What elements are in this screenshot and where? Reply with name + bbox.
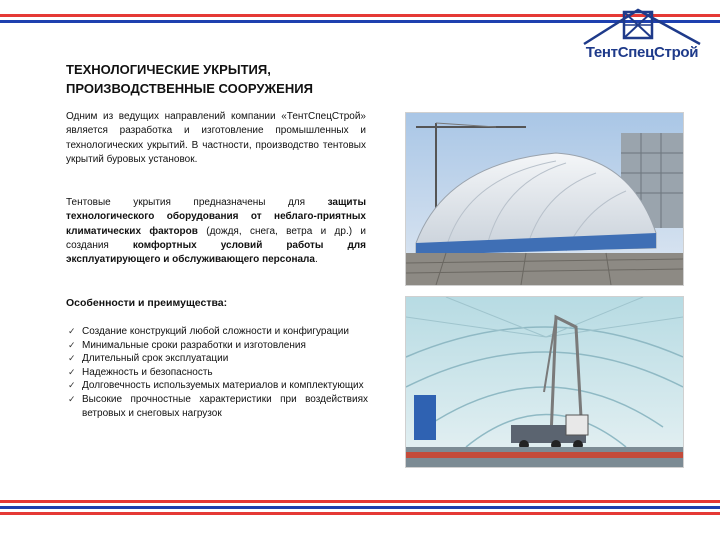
list-item: ✓ Длительный срок эксплуатации	[68, 353, 229, 365]
purpose-paragraph	[66, 196, 366, 267]
features-heading: Особенности и преимущества:	[66, 297, 228, 309]
checkmark-icon: ✓	[68, 380, 76, 391]
checkmark-icon: ✓	[68, 353, 76, 364]
list-item: ✓ Долговечность используемых материалов и комплектующих	[68, 380, 364, 392]
logo-text: ТентСпецСтрой	[585, 44, 699, 61]
title-line-2: ПРОИЗВОДСТВЕННЫЕ СООРУЖЕНИЯ	[66, 81, 313, 96]
list-item: ✓ Надежность и безопасность	[68, 366, 213, 378]
purpose-text-1: Тентовые укрытия предназначены для	[66, 197, 328, 208]
list-item: ✓ Создание конструкций любой сложности и конфигурации	[68, 326, 349, 337]
checkmark-icon: ✓	[68, 326, 76, 336]
purpose-text-3: .	[314, 254, 318, 266]
features-list	[66, 325, 368, 420]
company-logo	[578, 6, 706, 70]
list-item: ✓ Минимальные сроки разработки и изготовления	[68, 339, 306, 351]
title-line-1: ТЕХНОЛОГИЧЕСКИЕ УКРЫТИЯ,	[66, 62, 271, 77]
list-item: ✓ Высокие прочностные характеристики при воздействиях ветровых и снеговых нагрузок	[68, 393, 368, 419]
tent-shelter-interior-photo	[405, 296, 684, 468]
tent-logo-icon	[578, 6, 706, 46]
bottom-stripes	[0, 500, 720, 518]
tent-shelter-exterior-photo	[405, 112, 684, 286]
checkmark-icon: ✓	[68, 366, 76, 377]
purpose-bold-1: защиты технологического оборудования от неблаго-приятных климатических факторов	[66, 197, 366, 237]
checkmark-icon: ✓	[68, 393, 76, 404]
page-title	[66, 60, 386, 98]
checkmark-icon: ✓	[68, 339, 76, 350]
intro-paragraph: Одним из ведущих направлений компании «ТентСпецСтрой» является разработка и изготовление промышленных и технологических укрытий. В частности, производство тентовых укрытий буровых установок.	[66, 111, 366, 165]
purpose-text-2: (дождя, снега, ветра и др.) и создания	[66, 225, 367, 251]
purpose-bold-2: комфортных условий работы для эксплуатирующего и обслуживающего персонала	[66, 239, 366, 266]
